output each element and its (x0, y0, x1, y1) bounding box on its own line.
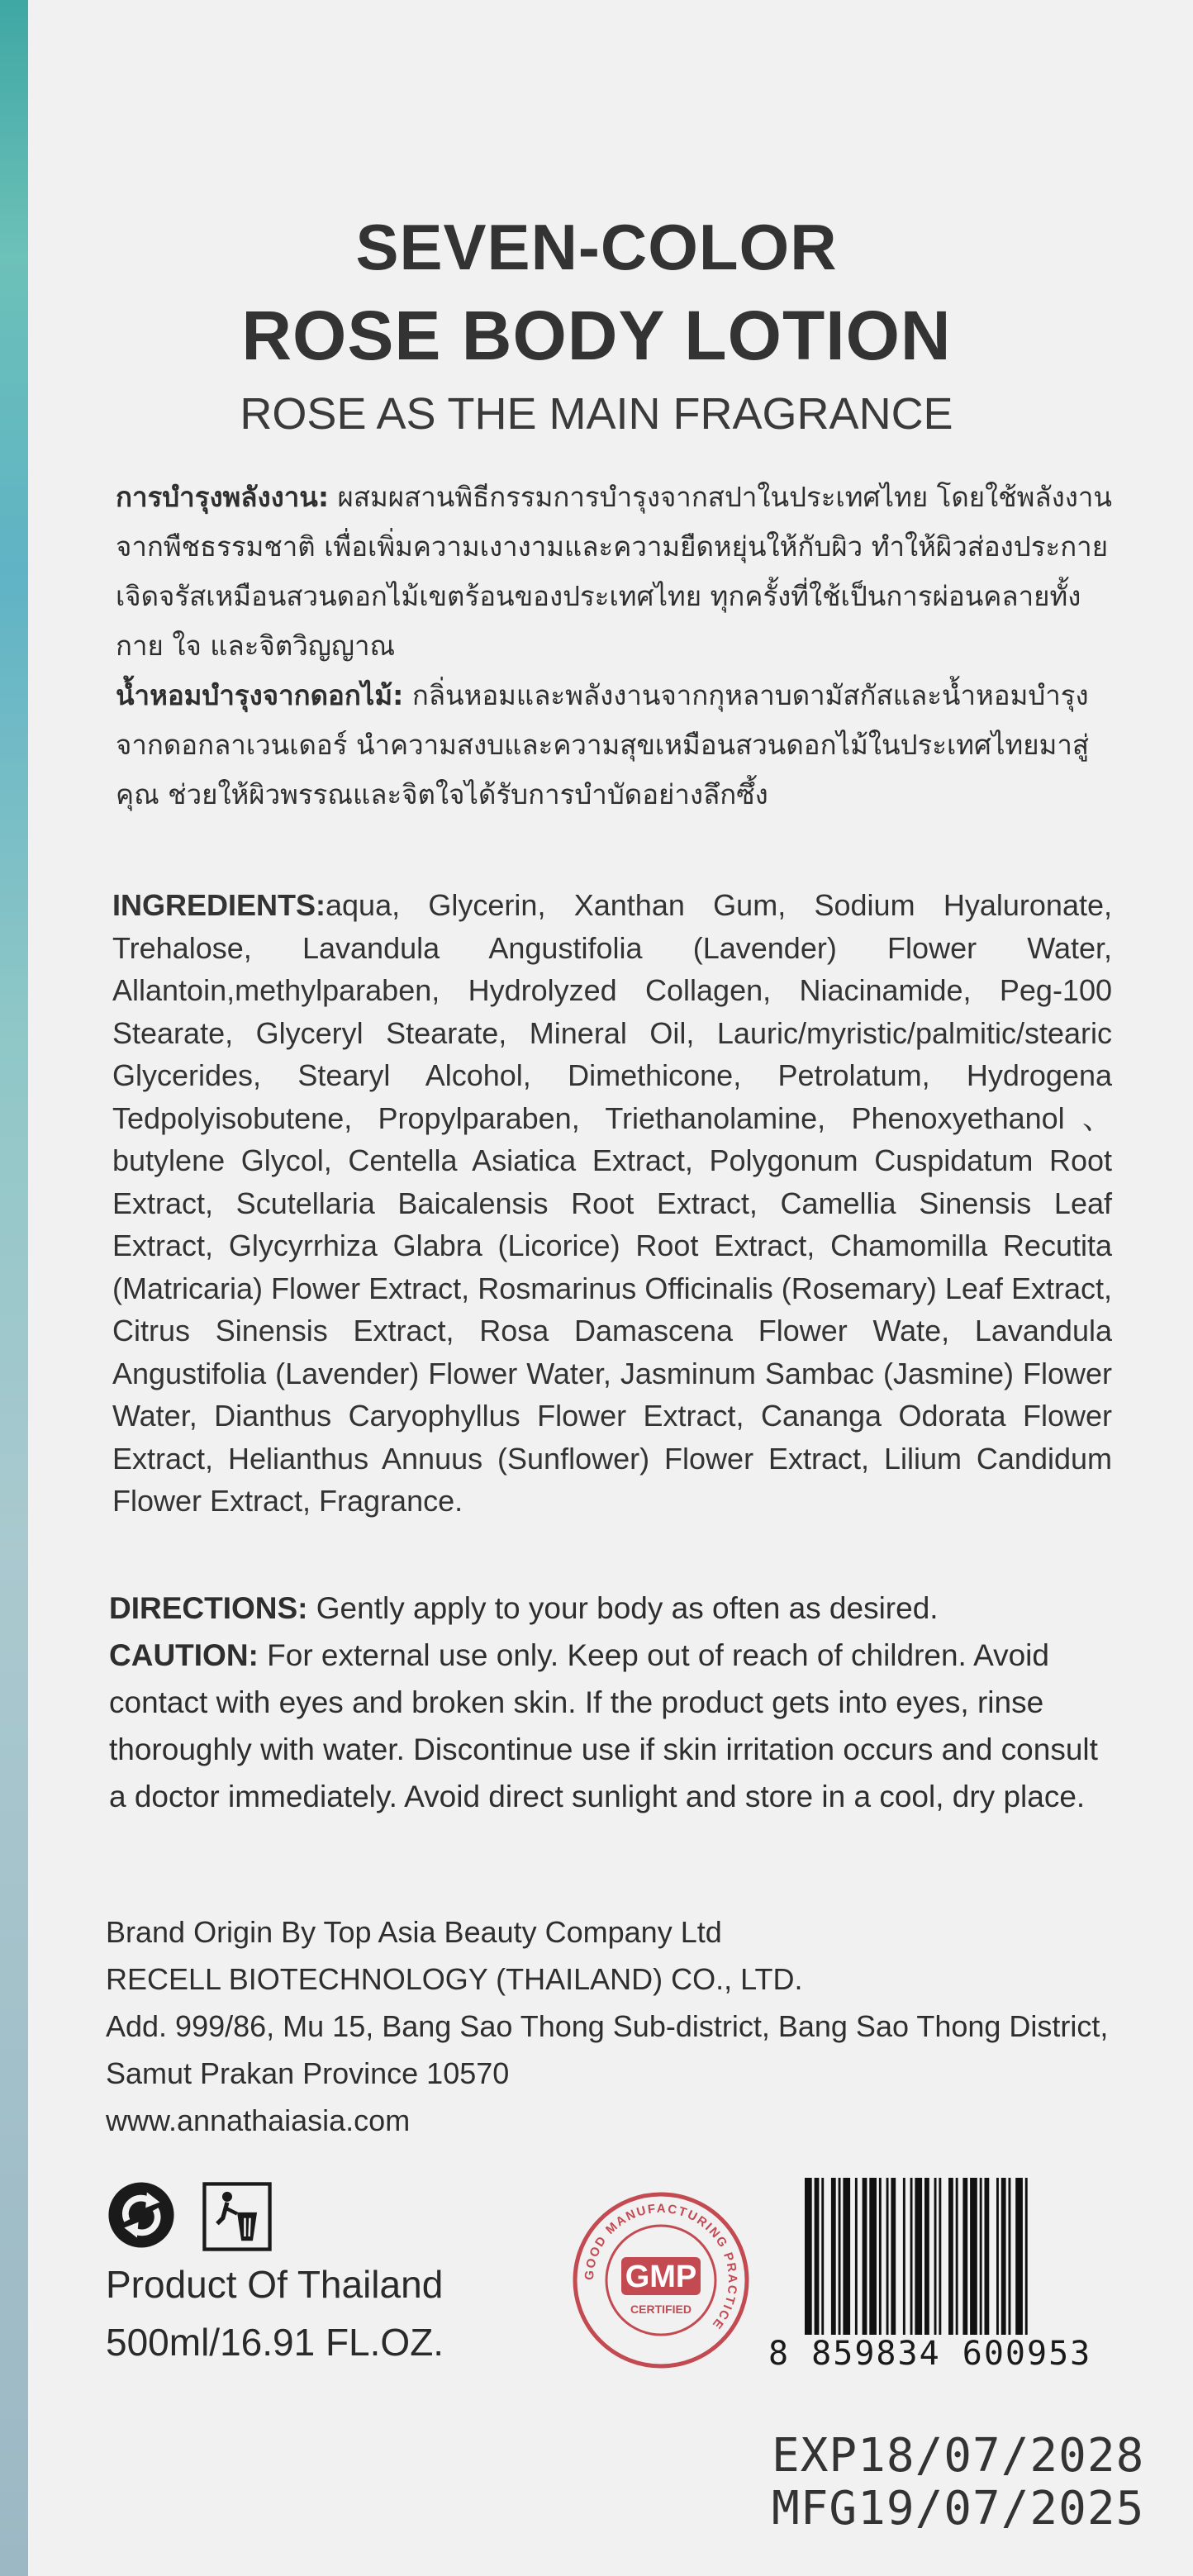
package-edge (0, 0, 28, 2576)
thai-label-2: น้ำหอมบำรุงจากดอกไม้: (116, 679, 404, 711)
company-address: Add. 999/86, Mu 15, Bang Sao Thong Sub-district, Bang Sao Thong District, Samut Prakan Province 10570 (106, 2009, 1109, 2090)
manufacture-date: MFG19/07/2025 (772, 2482, 1145, 2536)
gmp-sub-text: CERTIFIED (630, 2303, 692, 2316)
website: www.annathaiasia.com (106, 2103, 411, 2137)
caution (109, 1632, 1117, 1820)
gmp-ring-text: GOOD MANUFACTURING PRACTICE (582, 2201, 740, 2333)
thai-label-1: การบำรุงพลังงาน: (116, 481, 330, 513)
directions (109, 1585, 1117, 1632)
directions-label: DIRECTIONS: (109, 1591, 308, 1625)
gmp-seal-icon (570, 2189, 752, 2371)
recycle-icon (106, 2179, 177, 2250)
product-title-line1: SEVEN-COLOR (355, 211, 838, 283)
brand-info (106, 1908, 1122, 2144)
thai-description (116, 473, 1124, 820)
directions-caution-block (109, 1585, 1117, 1820)
thai-paragraph-1 (116, 473, 1124, 671)
company-name: RECELL BIOTECHNOLOGY (THAILAND) CO., LTD. (106, 1962, 803, 1996)
brand-origin: Brand Origin By Top Asia Beauty Company Ltd (106, 1915, 722, 1949)
ingredients-label: INGREDIENTS: (112, 888, 326, 922)
caution-label: CAUTION: (109, 1638, 259, 1672)
ingredients-block (112, 884, 1112, 1523)
thai-paragraph-2 (116, 671, 1124, 820)
trash-bin-icon (202, 2181, 273, 2252)
thai-text-2: กลิ่นหอมและพลังงานจากกุหลาบดามัสกัสและน้ำหอมบำรุงจากดอกลาเวนเดอร์ นำความสงบและความสุขเหมือนสวนดอกไม้ในประเทศไทยมาสู่คุณ ช่วยให้ผิวพรรณและจิตใจได้รับการบำบัดอย่างลึกซึ้ง (116, 679, 1090, 810)
thai-text-1: ผสมผสานพิธีกรรมการบำรุงจากสปาในประเทศไทย โดยใช้พลังงานจากพืชธรรมชาติ เพื่อเพิ่มความเงางามและความยืดหยุ่นให้กับผิว ทำให้ผิวส่องประกายเจิดจรัสเหมือนสวนดอกไม้เขตร้อนของประเทศไทย ทุกครั้งที่ใช้เป็นการผ่อนคลายทั้งกาย ใจ และจิตวิญญาณ (116, 481, 1112, 662)
product-subtitle: ROSE AS THE MAIN FRAGRANCE (240, 389, 953, 439)
product-origin: Product Of Thailand (106, 2263, 444, 2306)
product-volume: 500ml/16.91 FL.OZ. (106, 2321, 444, 2364)
gmp-center-text: GMP (625, 2260, 697, 2294)
barcode-number: 8 859834 600953 (768, 2335, 1092, 2373)
directions-text: Gently apply to your body as often as desired. (307, 1591, 939, 1625)
product-title-line2: ROSE BODY LOTION (241, 297, 952, 374)
ingredients-text: aqua, Glycerin, Xanthan Gum, Sodium Hyaluronate, Trehalose, Lavandula Angustifolia (Lavender) Flower Water, Allantoin,methylparaben, Hydrolyzed Collagen, Niacinamide, Peg-100 Stearate, Glyceryl Stearate, Mineral Oil, Lauric/myristic/palmitic/stearic Glycerides, Stearyl Alcohol, Dimethicone, Petrolatum, Hydrogena Tedpolyisobutene, Propylparaben, Triethanolamine, Phenoxyethanol、butylene Glycol, Centella Asiatica Extract, Polygonum Cuspidatum Root Extract, Scutellaria Baicalensis Root Extract, Camellia Sinensis Leaf Extract, Glycyrrhiza Glabra (Licorice) Root Extract, Chamomilla Recutita (Matricaria) Flower Extract, Rosmarinus Officinalis (Rosemary) Leaf Extract, Citrus Sinensis Extract, Rosa Damascena Flower Wate, Lavandula Angustifolia (Lavender) Flower Water, Jasminum Sambac (Jasmine) Flower Water, Dianthus Caryophyllus Flower Extract, Cananga Odorata Flower Extract, Helianthus Annuus (Sunflower) Flower Extract, Lilium Candidum Flower Extract, Fragrance. (112, 888, 1112, 1518)
expiry-date: EXP18/07/2028 (772, 2429, 1145, 2483)
caution-text: For external use only. Keep out of reach of children. Avoid contact with eyes and broken skin. If the product gets into eyes, rinse thoroughly with water. Discontinue use if skin irritation occurs and consult a doctor immediately. Avoid direct sunlight and store in a cool, dry place. (109, 1638, 1098, 1813)
barcode (803, 2178, 1109, 2340)
